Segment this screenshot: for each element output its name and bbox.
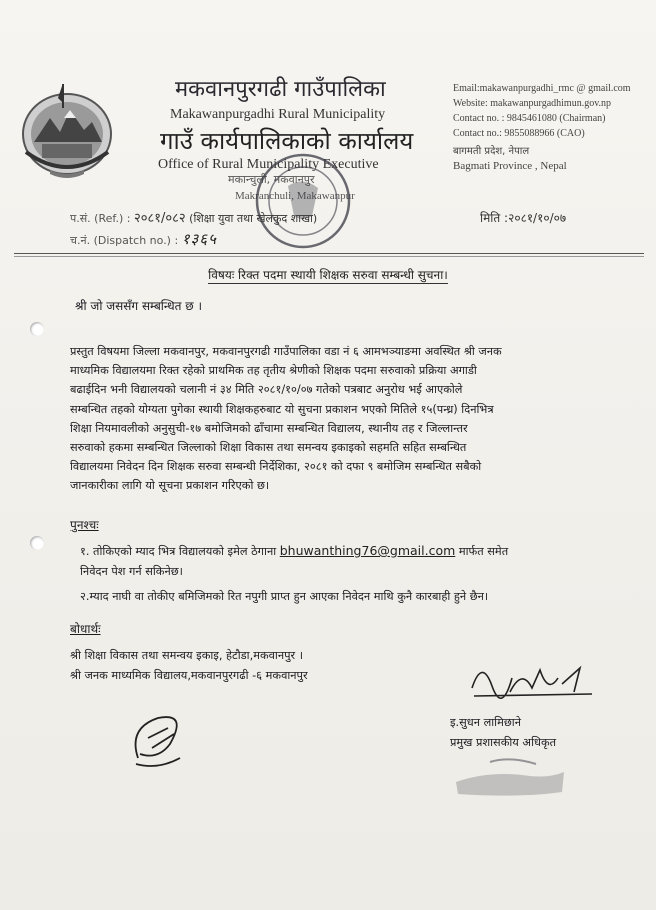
ref-section: (शिक्षा युवा तथा खेलकुद शाखा) — [189, 212, 318, 225]
office-name-np: गाउँ कार्यपालिकाको कार्यालय — [160, 127, 414, 155]
body-line: शिक्षा नियमावलीको अनुसुची-१७ बमोजिमको ढाँचामा सम्बन्धित विद्यालय, स्थानीय तह र जिल्लान्तर — [70, 421, 468, 435]
officer-stamp-icon — [450, 752, 570, 802]
body-paragraph — [70, 342, 610, 496]
municipality-name-en: Makawanpurgadhi Rural Municipality — [170, 107, 386, 122]
contact-email: Email:makawanpurgadhi_rmc @ gmail.com — [453, 83, 631, 94]
salutation: श्री जो जससँग सम्बन्धित छ । — [75, 299, 203, 313]
postscript-item-1 — [80, 541, 508, 582]
ref-label: प.सं. (Ref.) : — [70, 212, 131, 225]
header-divider — [14, 253, 644, 254]
postscript-heading: पुनश्चः — [70, 518, 99, 532]
body-line: प्रस्तुत विषयमा जिल्ला मकवानपुर, मकवानपुरगढी गाउँपालिका वडा नं ६ आमभञ्याङमा अवस्थित श्री जनक — [70, 345, 502, 358]
signatory-name: इ.सुधन लामिछाने — [450, 716, 521, 729]
punch-hole — [30, 322, 44, 336]
body-line: जानकारीका लागि यो सूचना प्रकाशन गरिएको छ। — [70, 479, 270, 493]
contact-cao: Contact no.: 9855088966 (CAO) — [453, 128, 585, 139]
cc-recipient: श्री शिक्षा विकास तथा समन्वय इकाइ, हेटौडा,मकवानपुर । — [70, 649, 304, 662]
province-en: Bagmati Province , Nepal — [453, 160, 567, 172]
ps1-suffix: मार्फत समेत — [458, 545, 509, 558]
address-en: Makranchuli, Makawanpur — [235, 190, 355, 202]
body-line: विद्यालयमा निवेदन दिन शिक्षक सरुवा सम्बन्धी निर्देशिका, २०८१ को दफा ९ बमोजिम सम्बन्धित सबैको — [70, 460, 482, 474]
school-email-link[interactable]: bhuwanthing76@gmail.com — [279, 543, 456, 558]
contact-chairman: Contact no. : 9845461080 (Chairman) — [453, 113, 606, 124]
initials-signature-icon — [118, 698, 198, 778]
date-row — [480, 209, 566, 226]
reference-row — [70, 208, 317, 226]
cc-heading: बोधार्थः — [70, 622, 101, 636]
ref-value: २०८१/०८२ — [133, 211, 186, 226]
postscript-item-2: २.म्याद नाघी वा तोकीए बमिजिमको रित नपुगी प्राप्त हुन आएका निवेदन माथि कुनै कारबाही हुने छैन। — [80, 590, 489, 603]
signatory-title: प्रमुख प्रशासकीय अधिकृत — [450, 736, 557, 749]
header-divider — [14, 256, 644, 257]
date-value: २०८१/१०/०७ — [508, 211, 567, 225]
body-line: माध्यमिक विद्यालयमा रिक्त रहेको प्राथमिक तह तृतीय श्रेणीको शिक्षक पदमा सरुवाको प्रक्रिया अगाडी — [70, 364, 477, 378]
ps1-prefix: १. तोकिएको म्याद भित्र विद्यालयको इमेल ठेगाना — [80, 545, 277, 558]
body-line: सरुवाको हकमा सम्बन्धित जिल्लाको शिक्षा विकास तथा समन्वय इकाइको सहमति सहित सम्बन्धित — [70, 441, 467, 455]
nepal-emblem-icon — [12, 82, 122, 182]
body-line: बढाईदिन भनी विद्यालयको चलानी नं ३४ मिति २०८१/१०/०७ गतेको पत्रबाट अनुरोध भई आएकोले — [70, 383, 463, 397]
municipality-name-np: मकवानपुरगढी गाउँपालिका — [175, 77, 386, 102]
punch-hole — [30, 536, 44, 550]
dispatch-value: १३६५ — [181, 230, 217, 248]
date-label: मिति : — [480, 211, 509, 225]
cc-recipient: श्री जनक माध्यमिक विद्यालय,मकवानपुरगढी -६ मकवानपुर — [70, 669, 308, 682]
ps1-line2: निवेदन पेश गर्न सकिनेछ। — [80, 565, 183, 578]
province-np: बागमती प्रदेश, नेपाल — [453, 146, 530, 157]
subject-text: विषयः रिक्त पदमा स्थायी शिक्षक सरुवा सम्बन्धी सुचना। — [208, 268, 448, 282]
officer-signature-icon — [462, 648, 602, 708]
dispatch-row — [70, 229, 217, 249]
body-line: सम्बन्धित तहको योग्यता पुगेका स्थायी शिक्षकहरुबाट यो सुचना प्रकाशन भएको मितिले १५(पन्ध्र) दिनभित्र — [70, 402, 494, 416]
office-name-en: Office of Rural Municipality Executive — [158, 157, 379, 172]
office-stamp-icon — [248, 146, 358, 256]
subject-line — [0, 266, 656, 283]
dispatch-label: च.नं. (Dispatch no.) : — [70, 234, 179, 247]
contact-website: Website: makawanpurgadhimun.gov.np — [453, 98, 612, 109]
address-np: मकान्चुली, मकवानपुर — [228, 173, 315, 186]
